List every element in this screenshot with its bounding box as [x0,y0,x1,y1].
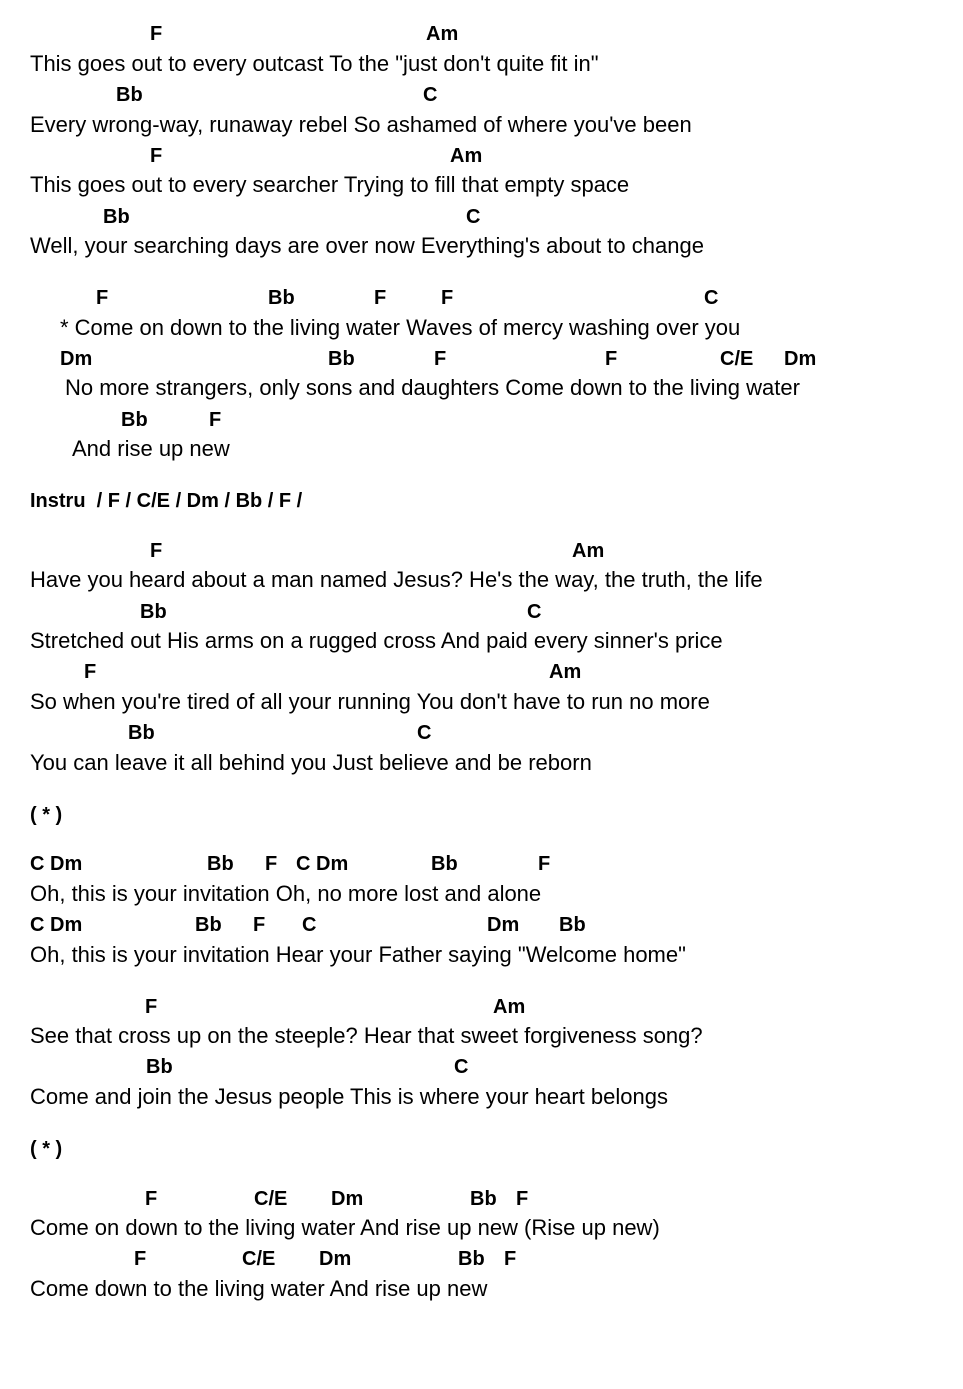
chord: Dm [784,348,817,370]
lyric-line: Oh, this is your invitation Oh, no more lost and alone [30,881,542,906]
lyric-line: Well, your searching days are over now Everything's about to change [30,233,704,258]
chord: C Dm [30,853,83,875]
chorus-reference: ( * ) [30,804,63,826]
chord: Dm [60,348,93,370]
chord: F [504,1248,517,1270]
chord: Bb [431,853,458,875]
chord: F [134,1248,147,1270]
chord: F [374,287,387,309]
chord: Bb [121,409,148,431]
lyric-line: * Come on down to the living water Waves of mercy washing over you [60,315,741,340]
lyric-line: Come and join the Jesus people This is where your heart belongs [30,1084,668,1109]
chord: F [150,540,163,562]
lyric-line: Come on down to the living water And rise up new (Rise up new) [30,1215,660,1240]
chord: Bb [103,206,130,228]
chord: Am [493,996,526,1018]
chord: F [209,409,222,431]
chord: C [302,914,317,936]
chord: Bb [328,348,355,370]
lyric-line: So when you're tired of all your running You don't have to run no more [30,689,710,714]
chord: F [84,661,97,683]
chord: F [150,23,163,45]
chord: F [265,853,278,875]
chord: F [441,287,454,309]
chord: C [454,1056,469,1078]
chord: Bb [458,1248,485,1270]
chord: F [145,996,158,1018]
chord: C [527,601,542,623]
lyric-line: Have you heard about a man named Jesus? He's the way, the truth, the life [30,567,763,592]
chord: C/E [720,348,754,370]
chord: F [516,1188,529,1210]
chord: C [704,287,719,309]
chord: F [605,348,618,370]
chord: Bb [207,853,234,875]
lyric-line: Oh, this is your invitation Hear your Father saying "Welcome home" [30,942,686,967]
chord: C Dm [30,914,83,936]
chord: F [145,1188,158,1210]
lyric-line: This goes out to every outcast To the "just don't quite fit in" [30,51,599,76]
chord: Am [549,661,582,683]
chord: C/E [242,1248,276,1270]
chord: F [96,287,109,309]
chord: Dm [487,914,520,936]
chord: F [150,145,163,167]
chord: Dm [331,1188,364,1210]
lyric-line: See that cross up on the steeple? Hear that sweet forgiveness song? [30,1023,703,1048]
chord: C Dm [296,853,349,875]
chord: F [434,348,447,370]
chord: C/E [254,1188,288,1210]
lyric-line: This goes out to every searcher Trying to fill that empty space [30,172,630,197]
chord: Am [426,23,459,45]
lyric-line: You can leave it all behind you Just believe and be reborn [30,750,592,775]
chord: Dm [319,1248,352,1270]
lyric-line: No more strangers, only sons and daughters Come down to the living water [65,375,800,400]
chord: C [466,206,481,228]
chorus-reference: ( * ) [30,1138,63,1160]
chord: Bb [470,1188,497,1210]
chord: C [417,722,432,744]
chord: F [253,914,266,936]
lyric-line: Come down to the living water And rise up new [30,1276,488,1301]
chord: Bb [116,84,143,106]
lyric-line: Every wrong-way, runaway rebel So ashamed of where you've been [30,112,692,137]
chord: Am [572,540,605,562]
chord: Bb [268,287,295,309]
instrumental-line: Instru / F / C/E / Dm / Bb / F / [30,490,303,512]
chord: Bb [128,722,155,744]
chord: Am [450,145,483,167]
lyric-line: And rise up new [72,436,230,461]
chord: Bb [559,914,586,936]
chord: Bb [146,1056,173,1078]
chord: Bb [140,601,167,623]
chord: Bb [195,914,222,936]
chord: F [538,853,551,875]
chord: C [423,84,438,106]
lyric-line: Stretched out His arms on a rugged cross And paid every sinner's price [30,628,723,653]
